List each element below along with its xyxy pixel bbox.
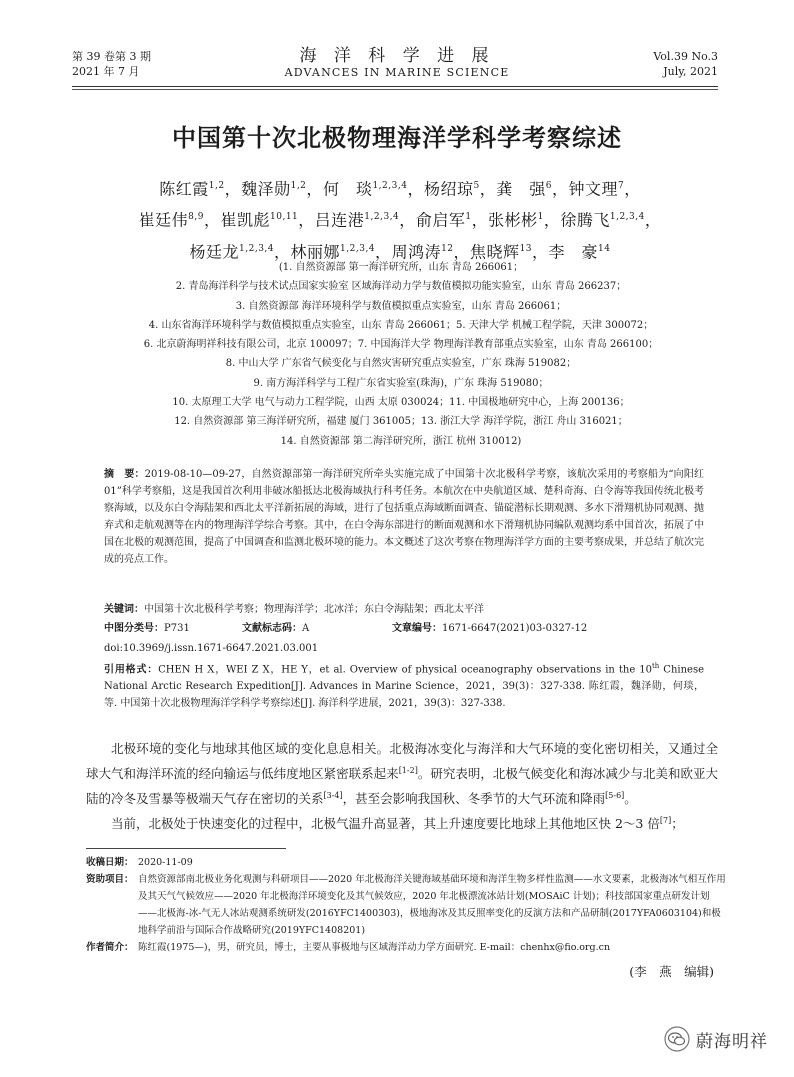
funding — [86, 871, 726, 939]
author-affiliation-sup: 1,2 — [208, 181, 225, 191]
header-volume-en: Vol.39 No.3 — [653, 50, 718, 63]
citation-superscript: th — [651, 662, 660, 670]
keywords-text: 中国第十次北极科学考察；物理海洋学；北冰洋；东白令海陆架；西北太平洋 — [144, 604, 484, 615]
footnotes — [86, 854, 726, 956]
author-affiliation-sup: 13 — [519, 243, 533, 254]
author-name: 林丽娜 — [290, 241, 341, 261]
doc-code-label: 文献标志码： — [242, 623, 302, 634]
received-date — [86, 854, 726, 871]
author-name: 崔凯彪 — [220, 210, 270, 230]
author-name: 周鸿涛 — [391, 241, 442, 261]
affiliation-line: 12. 自然资源部 第三海洋研究所，福建 厦门 361005；13. 浙江大学 海洋学院，浙江 舟山 316021； — [174, 416, 628, 428]
body-paragraph-2 — [86, 810, 718, 835]
author-affiliation-sup: 14 — [598, 243, 611, 254]
author-name: 杨绍琼 — [423, 179, 474, 199]
affiliation-line: (1. 自然资源部 第一海洋研究所，山东 青岛 266061； — [278, 262, 524, 273]
clc-field — [104, 620, 242, 637]
affiliation-line: 3. 自然资源部 海洋环境科学与数值模拟重点实验室，山东 青岛 266061； — [235, 300, 567, 312]
author-name: 魏泽勋 — [241, 179, 291, 199]
author-list — [100, 172, 700, 266]
header-date-cn: 2021 年 7 月 — [72, 65, 140, 78]
citation-ref: [3-4] — [323, 791, 343, 801]
affiliation-line: 8. 中山大学 广东省气候变化与自然灾害研究重点实验室，广东 珠海 519082； — [225, 358, 577, 370]
keywords-label: 关键词： — [104, 604, 144, 615]
citation-ref: [7] — [659, 816, 672, 826]
author-affiliation-sup: 1,2,3,4 — [609, 212, 645, 223]
watermark-text: 蔚海明祥 — [696, 1031, 768, 1052]
affiliation-line: 4. 山东省海洋环境科学与数值模拟重点实验室，山东 青岛 266061；5. 天津大学 机械工程学院，天津 300072； — [148, 319, 654, 331]
affiliation-line: 10. 太原理工大学 电气与动力工程学院，山西 太原 030024；11. 中国极地研究中心，上海 200136； — [172, 397, 630, 409]
journal-name-en: ADVANCES IN MARINE SCIENCE — [284, 66, 510, 79]
body-text-span: 。 — [624, 791, 637, 807]
author-bio — [86, 939, 726, 956]
citation-text-b: Chinese National Arctic Research Expedition[J]. Advances in Marine Science，2021，39(3)：327-338. 陈红霞，魏泽勋，何琰，等. 中国第十次北极物理海洋学科学考察综述[J]. 海洋科学进展，2021，39(3)：327-338. — [104, 664, 704, 710]
affiliation-line: 6. 北京蔚海明祥科技有限公司，北京 100097；7. 中国海洋大学 物理海洋教育部重点实验室，山东 青岛 266100； — [143, 339, 659, 351]
citation-text-a: CHEN H X，WEI Z X，HE Y，et al. Overview of physical oceanography observations in the 10 — [158, 664, 652, 676]
editor-note: (李 燕 编辑) — [629, 964, 714, 979]
affiliation-line: 2. 青岛海洋科学与技术试点国家实验室 区域海洋动力学与数值模拟功能实验室，山东 青岛 266237； — [175, 281, 627, 293]
body-text-span: ； — [671, 816, 684, 832]
funding-label: 资助项目： — [86, 874, 134, 885]
abstract — [104, 466, 704, 568]
clc-value: P731 — [164, 623, 190, 634]
author-name: 张彬彬 — [488, 210, 538, 230]
journal-name-cn: 海 洋 科 学 进 展 — [299, 46, 495, 66]
received-value: 2020-11-09 — [138, 857, 193, 868]
author-name: 李 豪 — [548, 241, 599, 261]
doc-code-value: A — [302, 623, 310, 634]
body-text — [86, 738, 718, 835]
footnote-rule — [86, 848, 286, 849]
paper-title: 中国第十次北极物理海洋学科学考察综述 — [172, 124, 622, 152]
keywords — [104, 601, 704, 618]
author-name: 焦晓辉 — [470, 241, 520, 261]
abstract-label: 摘 要： — [104, 469, 145, 480]
author-name: 陈红霞 — [159, 179, 209, 199]
author-name: 吕连港 — [314, 210, 365, 230]
doc-code-field — [242, 620, 392, 637]
body-text-span: ，甚至会影响我国秋、冬季节的大气环流和降雨 — [342, 791, 606, 807]
header-rule-thin — [72, 89, 718, 90]
classification-row — [104, 620, 704, 637]
author-affiliation-sup: 10,11 — [270, 212, 299, 223]
author-line: 崔廷伟$^{8,9}$，崔凯彪$^{10,11}$，吕连港$^{1,2,3,4}$，俞启军$^1$，张彬彬$^1$，徐腾飞$^{1,2,3,4}$， — [138, 210, 662, 230]
body-text-span: 北极环境的变化与地球其他区域的变化息息相关。北极海冰变化与海洋和大气环境的变化密切相关，又通过全球大气和海洋环流的经向输运与低纬度地区紧密联系起来 — [86, 741, 718, 782]
body-paragraph-1 — [86, 738, 718, 810]
received-label: 收稿日期： — [86, 857, 134, 868]
author-affiliation-sup: 1,2,3,4 — [340, 243, 376, 254]
clc-label: 中图分类号： — [104, 623, 164, 634]
article-id-label: 文章编号： — [392, 623, 442, 634]
header-volume-date-en — [653, 49, 718, 79]
author-name: 崔廷伟 — [138, 210, 189, 230]
author-affiliation-sup: 1,2 — [290, 181, 307, 191]
citation — [104, 658, 704, 712]
author-name: 俞启军 — [415, 210, 466, 230]
article-id-field — [392, 620, 587, 637]
author-line: 杨廷龙$^{1,2,3,4}$，林丽娜$^{1,2,3,4}$，周鸿涛$^{12}$，焦晓辉$^{13}$，李 豪$^{14}$ — [189, 241, 611, 261]
author-name: 龚 强 — [496, 179, 546, 199]
author-affiliation-sup: 1 — [537, 212, 544, 223]
doi: doi:10.3969/j.issn.1671-6647.2021.03.001 — [104, 643, 319, 654]
body-text-span: 当前，北极处于快速变化的过程中，北极气温升高显著，其上升速度要比地球上其他地区快 2～3 倍 — [111, 816, 660, 832]
author-affiliation-sup: 8,9 — [188, 212, 204, 223]
article-id-value: 1671-6647(2021)03-0327-12 — [442, 623, 588, 634]
author-affiliation-sup: 1 — [465, 212, 472, 223]
author-affiliation-sup: 12 — [441, 243, 454, 254]
author-affiliation-sup: 6 — [545, 181, 552, 191]
author-name: 杨廷龙 — [189, 241, 240, 261]
header-rule — [72, 86, 718, 87]
citation-ref: [1-2] — [398, 766, 418, 775]
author-bio-text: 陈红霞(1975—)，男，研究员，博士，主要从事极地与区域海洋动力学方面研究. E-mail：chenhx@fio.org.cn — [138, 942, 611, 953]
affiliation-list — [86, 258, 716, 451]
citation-label: 引用格式： — [104, 664, 159, 676]
watermark — [664, 1026, 768, 1052]
author-name: 钟文理 — [568, 179, 619, 199]
affiliation-line: 9. 南方海洋科学与工程广东省实验室(珠海)，广东 珠海 519080； — [253, 377, 549, 389]
body-text-span: 。研究表明，北极气候变化和海冰减少与北美和欧亚大陆的冷冬及雪暴等极端天气存在密切的关系 — [86, 766, 718, 807]
author-affiliation-sup: 1,2,3,4 — [364, 212, 400, 223]
author-line: 陈红霞$^{1,2}$，魏泽勋$^{1,2}$，何 琰$^{1,2,3,4}$，杨绍琼$^5$，龚 强$^6$，钟文理$^7$， — [159, 179, 641, 199]
wechat-icon — [664, 1026, 690, 1052]
header-date-en: July, 2021 — [663, 65, 718, 78]
author-affiliation-sup: 1,2,3,4 — [239, 243, 275, 254]
author-bio-label: 作者简介： — [86, 942, 134, 953]
author-affiliation-sup: 7 — [618, 181, 625, 191]
citation-ref: [5-6] — [605, 791, 625, 801]
author-affiliation-sup: 1,2,3,4 — [372, 181, 408, 191]
header-volume-cn: 第 39 卷第 3 期 — [72, 50, 151, 63]
affiliation-line: 14. 自然资源部 第二海洋研究所，浙江 杭州 310012) — [280, 435, 522, 447]
author-name: 徐腾飞 — [560, 210, 610, 230]
author-affiliation-sup: 5 — [473, 181, 480, 191]
funding-text: 自然资源部南北极业务化观测与科研项目——2020 年北极海洋关键海域基础环境和海洋生物多样性监测——水文要素，北极海冰气相互作用及其天气气候效应——2020 年北极海洋环境变化及其气候效应，2020 年北极漂流冰站计划(MOSAiC 计划)；科技部国家重点研发计划——北极海-冰-气无人冰站观测系统研发(2016YFC1400303)，极地海冰及其反照率变化的反演方法和产品研制(2017YFA0603104)和极地科学前沿与国际合作战略研究(2019YFC1408201) — [138, 874, 726, 936]
abstract-text: 2019-08-10—09-27，自然资源部第一海洋研究所牵头实施完成了中国第十次北极科学考察，该航次采用的考察船为“向阳红 01”科学考察船，这是我国首次利用非破冰船抵达北极海域执行科考任务。本航次在中央航道区域、楚科奇海、白令海等我国传统北极考察海域，以及东白令海陆架和西北太平洋新拓展的海域，进行了包括重点海域断面调查、锚碇潜标长期观测、多水下滑翔机协同观测、抛弃式和走航观测等在内的物理海洋学综合考察。其中，在白令海东部进行的断面观测和水下滑翔机协同编队观测均系中国首次，拓展了中国在北极的观测范围，提高了中国调查和监测北极环境的能力。本文概述了这次考察在物理海洋学方面的主要考察成果，并总结了航次完成的亮点工作。 — [104, 469, 704, 565]
author-name: 何 琰 — [322, 179, 373, 199]
